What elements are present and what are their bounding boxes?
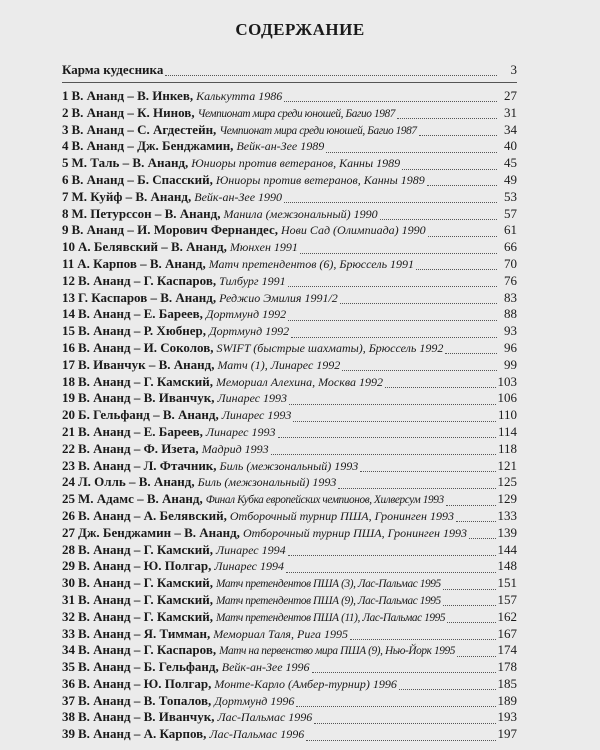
game-event: Лас-Пальмас 1996 bbox=[217, 710, 313, 725]
leader-dots bbox=[286, 561, 496, 573]
entry-heading bbox=[62, 357, 340, 374]
leader-dots bbox=[326, 141, 497, 153]
toc-entry bbox=[62, 105, 517, 122]
entry-heading bbox=[62, 474, 336, 491]
toc-entry bbox=[62, 693, 517, 710]
toc-entry bbox=[62, 458, 517, 475]
game-event: Вейк-ан-Зее 1990 bbox=[194, 189, 283, 204]
game-page-number: 31 bbox=[504, 104, 517, 120]
game-number: 34 bbox=[62, 642, 75, 658]
entry-heading bbox=[62, 273, 286, 290]
toc-entry bbox=[62, 340, 517, 357]
leader-dots bbox=[165, 64, 497, 76]
toc-entry bbox=[62, 491, 517, 508]
game-number: 30 bbox=[62, 575, 75, 591]
entry-heading bbox=[62, 138, 324, 155]
game-page-number: 197 bbox=[497, 726, 517, 742]
leader-dots bbox=[293, 410, 496, 422]
leader-dots bbox=[402, 158, 497, 170]
toc-entry bbox=[62, 206, 517, 223]
game-number: 36 bbox=[62, 675, 75, 691]
entry-heading bbox=[62, 122, 417, 140]
leader-dots bbox=[278, 426, 496, 438]
game-players: В. Ананд – И. Соколов, bbox=[78, 339, 214, 355]
leader-dots bbox=[306, 729, 495, 741]
game-players: В. Ананд – Ф. Изета, bbox=[78, 440, 199, 456]
leader-dots bbox=[380, 208, 497, 220]
game-event: Матч претендентов ПША (9), Лас-Пальмас 1995 bbox=[216, 594, 441, 607]
game-number: 16 bbox=[62, 339, 75, 355]
entry-heading bbox=[62, 172, 425, 189]
game-players: В. Ананд – Дж. Бенджамин, bbox=[71, 138, 234, 154]
entry-heading bbox=[62, 659, 310, 676]
game-players: В. Ананд – А. Белявский, bbox=[78, 507, 227, 523]
game-page-number: 193 bbox=[497, 709, 517, 725]
toc-entry bbox=[62, 441, 517, 458]
game-event: Монте-Карло (Амбер-турнир) 1996 bbox=[214, 676, 397, 691]
toc-entry bbox=[62, 222, 517, 239]
game-number: 6 bbox=[62, 171, 69, 187]
game-event: Финал Кубка европейских чемпионов, Хилверсум 1993 bbox=[205, 494, 444, 507]
entry-heading bbox=[62, 558, 284, 575]
leader-dots bbox=[300, 242, 497, 254]
game-page-number: 40 bbox=[504, 138, 517, 154]
game-number: 8 bbox=[62, 205, 69, 221]
entry-heading bbox=[62, 726, 304, 743]
game-number: 3 bbox=[62, 121, 69, 137]
toc-entry bbox=[62, 642, 517, 659]
game-event: Юниоры против ветеранов, Канны 1989 bbox=[215, 172, 425, 187]
game-page-number: 70 bbox=[504, 255, 517, 271]
game-number: 10 bbox=[62, 239, 75, 255]
game-players: Л. Олль – В. Ананд, bbox=[78, 474, 195, 490]
game-players: М. Куйф – В. Ананд, bbox=[71, 188, 192, 204]
game-event: Чемпионат мира среди юношей, Багио 1987 bbox=[219, 124, 417, 137]
toc-entry bbox=[62, 424, 517, 441]
preface-page-number: 3 bbox=[510, 62, 517, 77]
toc-entry bbox=[62, 726, 517, 743]
game-players: Дж. Бенджамин – В. Ананд, bbox=[78, 524, 240, 540]
game-event: Мюнхен 1991 bbox=[229, 240, 298, 255]
game-players: В. Ананд – В. Топалов, bbox=[78, 692, 212, 708]
game-players: М. Петурссон – В. Ананд, bbox=[71, 205, 221, 221]
game-event: SWIFT (быстрые шахматы), Брюссель 1992 bbox=[216, 340, 444, 355]
game-event: Тилбург 1991 bbox=[219, 273, 286, 288]
game-number: 32 bbox=[62, 608, 75, 624]
game-event: Линарес 1994 bbox=[216, 542, 286, 557]
game-page-number: 167 bbox=[497, 625, 517, 641]
entry-heading bbox=[62, 374, 383, 391]
game-page-number: 45 bbox=[504, 155, 517, 171]
toc-entry bbox=[62, 542, 517, 559]
game-page-number: 76 bbox=[504, 272, 517, 288]
leader-dots bbox=[314, 712, 495, 724]
entry-heading bbox=[62, 239, 298, 256]
leader-dots bbox=[456, 510, 496, 522]
game-players: М. Адамс – В. Ананд, bbox=[78, 491, 203, 507]
entry-heading bbox=[62, 642, 455, 660]
game-number: 26 bbox=[62, 507, 75, 523]
game-number: 28 bbox=[62, 541, 75, 557]
entry-heading bbox=[62, 407, 291, 424]
entry-heading bbox=[62, 441, 269, 458]
game-players: В. Ананд – Ю. Полгар, bbox=[78, 558, 212, 574]
game-number: 19 bbox=[62, 390, 75, 406]
toc-entry bbox=[62, 508, 517, 525]
game-players: В. Ананд – Г. Камский, bbox=[78, 373, 214, 389]
game-page-number: 157 bbox=[497, 591, 517, 607]
leader-dots bbox=[443, 594, 496, 606]
entry-heading bbox=[62, 458, 358, 475]
game-players: В. Ананд – Е. Бареев, bbox=[78, 423, 203, 439]
game-number: 4 bbox=[62, 138, 69, 154]
toc-entry bbox=[62, 626, 517, 643]
game-event: Нови Сад (Олимпиада) 1990 bbox=[281, 223, 426, 238]
game-event: Дортмунд 1992 bbox=[209, 324, 290, 339]
leader-dots bbox=[342, 359, 497, 371]
leader-dots bbox=[284, 191, 497, 203]
toc-entry bbox=[62, 659, 517, 676]
entry-heading bbox=[62, 206, 378, 223]
game-players: В. Ананд – В. Иванчук, bbox=[78, 390, 215, 406]
game-players: Б. Гельфанд – В. Ананд, bbox=[78, 407, 219, 423]
game-number: 29 bbox=[62, 558, 75, 574]
game-number: 2 bbox=[62, 104, 69, 120]
game-page-number: 129 bbox=[497, 491, 517, 507]
game-players: В. Ананд – Г. Каспаров, bbox=[78, 272, 217, 288]
game-players: В. Ананд – С. Агдестейн, bbox=[71, 121, 217, 137]
game-event: Матч претендентов (6), Брюссель 1991 bbox=[208, 256, 415, 271]
game-players: В. Ананд – Ю. Полгар, bbox=[78, 675, 212, 691]
game-page-number: 118 bbox=[497, 440, 517, 456]
game-page-number: 144 bbox=[497, 541, 517, 557]
game-number: 18 bbox=[62, 373, 75, 389]
toc-entry bbox=[62, 138, 517, 155]
toc-entry bbox=[62, 390, 517, 407]
game-event: Лас-Пальмас 1996 bbox=[209, 727, 305, 742]
entry-heading bbox=[62, 676, 397, 693]
toc-entry bbox=[62, 256, 517, 273]
entry-heading bbox=[62, 155, 400, 172]
entry-heading bbox=[62, 508, 454, 525]
entry-heading bbox=[62, 709, 312, 726]
leader-dots bbox=[428, 225, 497, 237]
game-page-number: 49 bbox=[504, 171, 517, 187]
game-players: В. Ананд – Я. Тимман, bbox=[78, 625, 211, 641]
game-page-number: 151 bbox=[497, 575, 517, 591]
game-event: Мемориал Алехина, Москва 1992 bbox=[216, 374, 383, 389]
game-number: 38 bbox=[62, 709, 75, 725]
game-event: Матч на первенство мира ПША (9), Нью-Йорк 1995 bbox=[219, 645, 455, 658]
entry-heading bbox=[62, 290, 338, 307]
game-page-number: 121 bbox=[497, 457, 517, 473]
game-players: В. Ананд – Б. Гельфанд, bbox=[78, 659, 219, 675]
game-players: А. Белявский – В. Ананд, bbox=[78, 239, 227, 255]
game-number: 7 bbox=[62, 188, 69, 204]
game-players: В. Ананд – Л. Фтачник, bbox=[78, 457, 217, 473]
toc-entry bbox=[62, 290, 517, 307]
toc-entry bbox=[62, 709, 517, 726]
toc-entry bbox=[62, 189, 517, 206]
toc-entry bbox=[62, 575, 517, 592]
game-page-number: 110 bbox=[497, 407, 517, 423]
toc-entry bbox=[62, 676, 517, 693]
toc-list bbox=[62, 88, 517, 743]
toc-entry bbox=[62, 155, 517, 172]
game-event: Манила (межзональный) 1990 bbox=[223, 206, 378, 221]
game-number: 33 bbox=[62, 625, 75, 641]
entry-heading bbox=[62, 491, 444, 509]
game-page-number: 53 bbox=[504, 188, 517, 204]
toc-entry bbox=[62, 239, 517, 256]
entry-heading bbox=[62, 575, 441, 593]
leader-dots bbox=[416, 258, 497, 270]
game-page-number: 103 bbox=[497, 373, 517, 389]
leader-dots bbox=[338, 477, 495, 489]
entry-heading bbox=[62, 592, 441, 610]
entry-heading bbox=[62, 105, 395, 123]
game-event: Реджио Эмилия 1991/2 bbox=[219, 290, 338, 305]
game-event: Дортмунд 1992 bbox=[205, 307, 287, 322]
leader-dots bbox=[291, 326, 497, 338]
game-page-number: 114 bbox=[497, 423, 517, 439]
game-players: А. Карпов – В. Ананд, bbox=[77, 255, 206, 271]
game-players: В. Ананд – Б. Спасский, bbox=[71, 171, 213, 187]
toc-entry bbox=[62, 273, 517, 290]
game-number: 31 bbox=[62, 591, 75, 607]
game-players: В. Ананд – А. Карпов, bbox=[78, 726, 207, 742]
game-players: В. Ананд – Г. Камский, bbox=[78, 591, 214, 607]
leader-dots bbox=[427, 174, 497, 186]
leader-dots bbox=[288, 544, 496, 556]
toc-entry bbox=[62, 592, 517, 609]
entry-heading bbox=[62, 626, 348, 643]
game-players: Г. Каспаров – В. Ананд, bbox=[78, 289, 217, 305]
game-players: В. Ананд – И. Морович Фернандес, bbox=[71, 222, 278, 238]
entry-heading bbox=[62, 340, 443, 357]
game-event: Биль (межзональный) 1993 bbox=[219, 458, 359, 473]
game-event: Юниоры против ветеранов, Канны 1989 bbox=[191, 156, 401, 171]
game-page-number: 27 bbox=[504, 88, 517, 103]
game-page-number: 99 bbox=[504, 356, 517, 372]
game-number: 35 bbox=[62, 659, 75, 675]
game-players: В. Ананд – Г. Камский, bbox=[78, 575, 214, 591]
game-event: Матч претендентов ПША (3), Лас-Пальмас 1995 bbox=[216, 578, 441, 591]
game-event: Линарес 1993 bbox=[205, 424, 276, 439]
game-players: В. Ананд – Е. Бареев, bbox=[78, 306, 203, 322]
toc-entry bbox=[62, 323, 517, 340]
game-page-number: 57 bbox=[504, 205, 517, 221]
leader-dots bbox=[312, 661, 496, 673]
toc-entry bbox=[62, 374, 517, 391]
toc-entry bbox=[62, 558, 517, 575]
toc-entry bbox=[62, 306, 517, 323]
game-players: В. Ананд – Р. Хюбнер, bbox=[78, 323, 206, 339]
leader-dots bbox=[288, 275, 497, 287]
toc-entry bbox=[62, 357, 517, 374]
toc-entry bbox=[62, 474, 517, 491]
game-players: В. Ананд – В. Иванчук, bbox=[78, 709, 215, 725]
game-page-number: 125 bbox=[497, 474, 517, 490]
leader-dots bbox=[419, 124, 497, 136]
game-event: Линарес 1994 bbox=[214, 559, 284, 574]
game-page-number: 174 bbox=[497, 642, 517, 658]
game-number: 39 bbox=[62, 726, 75, 742]
game-number: 15 bbox=[62, 323, 75, 339]
game-number: 27 bbox=[62, 524, 75, 540]
leader-dots bbox=[284, 90, 497, 102]
game-number: 21 bbox=[62, 423, 75, 439]
leader-dots bbox=[457, 645, 496, 657]
game-number: 11 bbox=[62, 255, 75, 271]
game-event: Вейк-ан-Зее 1996 bbox=[221, 660, 310, 675]
game-page-number: 83 bbox=[504, 289, 517, 305]
game-event: Калькутта 1986 bbox=[196, 89, 283, 103]
game-event: Отборочный турнир ПША, Гронинген 1993 bbox=[242, 525, 467, 540]
game-page-number: 34 bbox=[504, 121, 517, 137]
game-event: Линарес 1993 bbox=[221, 408, 292, 423]
game-number: 13 bbox=[62, 289, 75, 305]
game-players: М. Таль – В. Ананд, bbox=[71, 155, 189, 171]
leader-dots bbox=[350, 628, 495, 640]
game-page-number: 133 bbox=[497, 507, 517, 523]
game-page-number: 96 bbox=[504, 339, 517, 355]
game-page-number: 93 bbox=[504, 323, 517, 339]
game-number: 12 bbox=[62, 272, 75, 288]
leader-dots bbox=[445, 342, 497, 354]
entry-heading bbox=[62, 609, 445, 627]
entry-heading bbox=[62, 88, 282, 105]
entry-heading bbox=[62, 222, 426, 239]
toc-entry bbox=[62, 88, 517, 105]
game-event: Линарес 1993 bbox=[217, 391, 288, 406]
entry-heading bbox=[62, 306, 286, 323]
leader-dots bbox=[446, 494, 496, 506]
game-page-number: 88 bbox=[504, 306, 517, 322]
game-players: В. Иванчук – В. Ананд, bbox=[78, 356, 215, 372]
game-page-number: 148 bbox=[497, 558, 517, 574]
game-page-number: 139 bbox=[497, 524, 517, 540]
toc-entry bbox=[62, 609, 517, 626]
game-players: В. Ананд – К. Нинов, bbox=[71, 104, 195, 120]
leader-dots bbox=[399, 678, 496, 690]
entry-heading bbox=[62, 525, 467, 542]
game-players: В. Ананд – В. Инкев, bbox=[71, 88, 194, 103]
entry-heading bbox=[62, 323, 289, 340]
game-players: В. Ананд – Г. Камский, bbox=[78, 541, 214, 557]
leader-dots bbox=[296, 695, 495, 707]
game-number: 14 bbox=[62, 306, 75, 322]
game-number: 22 bbox=[62, 440, 75, 456]
leader-dots bbox=[447, 611, 495, 623]
leader-dots bbox=[360, 460, 495, 472]
game-number: 25 bbox=[62, 491, 75, 507]
game-event: Мадрид 1993 bbox=[201, 441, 269, 456]
game-page-number: 185 bbox=[497, 675, 517, 691]
game-page-number: 178 bbox=[497, 659, 517, 675]
game-event: Вейк-ан-Зее 1989 bbox=[236, 139, 325, 154]
game-event: Дортмунд 1996 bbox=[214, 693, 295, 708]
toc-entry bbox=[62, 525, 517, 542]
game-number: 5 bbox=[62, 155, 69, 171]
game-page-number: 61 bbox=[504, 222, 517, 238]
game-number: 23 bbox=[62, 457, 75, 473]
game-event: Матч (1), Линарес 1992 bbox=[217, 357, 341, 372]
game-event: Отборочный турнир ПША, Гронинген 1993 bbox=[229, 508, 454, 523]
toc-entry bbox=[62, 122, 517, 139]
entry-heading bbox=[62, 424, 276, 441]
game-page-number: 66 bbox=[504, 239, 517, 255]
toc-entry bbox=[62, 172, 517, 189]
entry-heading bbox=[62, 189, 282, 206]
game-number: 1 bbox=[62, 88, 69, 103]
entry-heading bbox=[62, 390, 287, 407]
divider bbox=[62, 82, 517, 83]
leader-dots bbox=[271, 443, 496, 455]
entry-heading bbox=[62, 693, 294, 710]
game-players: В. Ананд – Г. Каспаров, bbox=[78, 642, 217, 658]
entry-heading bbox=[62, 542, 286, 559]
toc-entry bbox=[62, 407, 517, 424]
leader-dots bbox=[288, 309, 497, 321]
game-event: Биль (межзональный) 1993 bbox=[197, 475, 337, 490]
game-page-number: 162 bbox=[497, 608, 517, 624]
game-number: 9 bbox=[62, 222, 69, 238]
toc-entry-preface bbox=[62, 62, 517, 79]
game-event: Чемпионат мира среди юношей, Багио 1987 bbox=[197, 107, 395, 120]
game-event: Мемориал Таля, Рига 1995 bbox=[213, 626, 349, 641]
game-players: В. Ананд – Г. Камский, bbox=[78, 608, 214, 624]
game-number: 37 bbox=[62, 692, 75, 708]
leader-dots bbox=[443, 578, 496, 590]
leader-dots bbox=[397, 107, 497, 119]
game-number: 20 bbox=[62, 407, 75, 423]
preface-title: Карма кудесника bbox=[62, 62, 164, 77]
game-number: 24 bbox=[62, 474, 75, 490]
leader-dots bbox=[340, 292, 497, 304]
game-number: 17 bbox=[62, 356, 75, 372]
game-page-number: 189 bbox=[497, 692, 517, 708]
game-page-number: 106 bbox=[497, 390, 517, 406]
game-event: Матч претендентов ПША (11), Лас-Пальмас 1995 bbox=[216, 611, 446, 624]
leader-dots bbox=[289, 393, 495, 405]
leader-dots bbox=[469, 527, 496, 539]
page-title: СОДЕРЖАНИЕ bbox=[235, 20, 365, 39]
entry-heading bbox=[62, 256, 414, 273]
leader-dots bbox=[385, 376, 496, 388]
